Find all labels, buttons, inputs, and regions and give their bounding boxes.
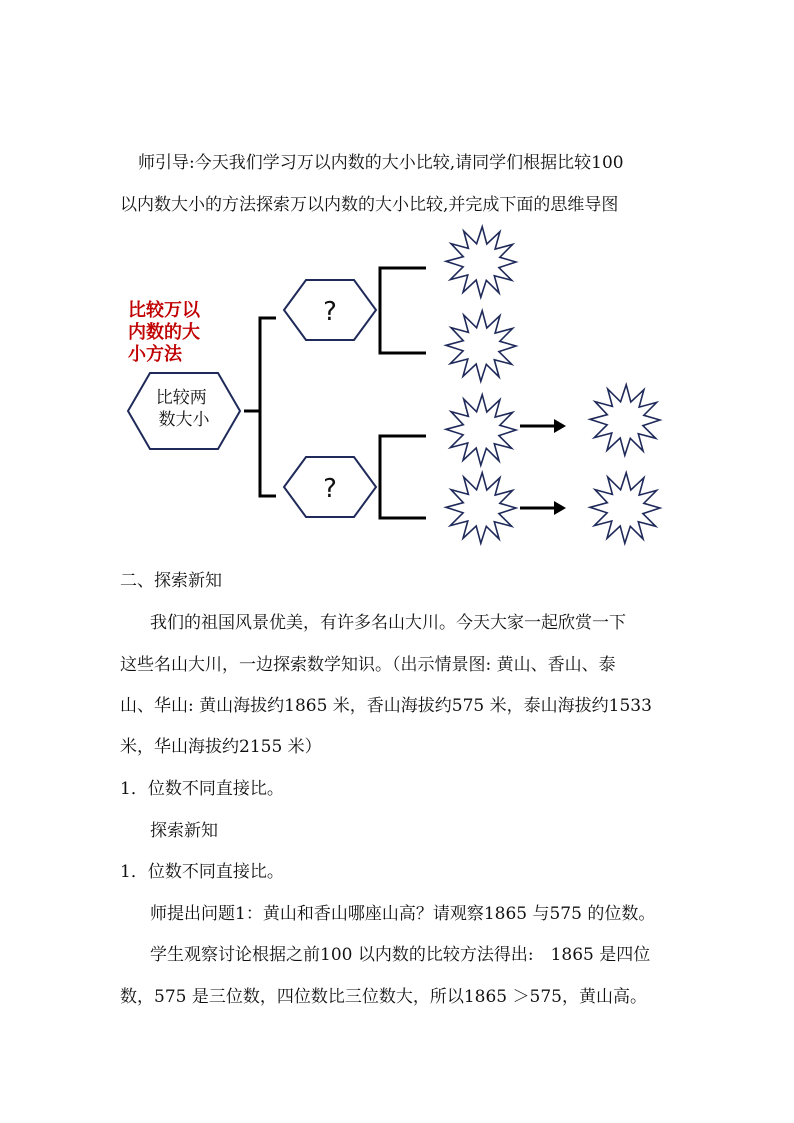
answer-line: 数，575 是三位数，四位数比三位数大，所以1865 ＞575，黄山高。 bbox=[120, 987, 647, 1007]
branch-hexagon-1-label: ? bbox=[323, 297, 337, 327]
starburst-blank bbox=[590, 473, 660, 544]
starburst-blank bbox=[446, 311, 516, 382]
arrow-icon bbox=[520, 501, 566, 515]
main-bracket bbox=[244, 318, 276, 496]
arrow-icon bbox=[520, 419, 566, 433]
sub-bracket-1 bbox=[380, 268, 426, 353]
sub-bracket-2 bbox=[380, 436, 426, 518]
paragraph-line: 我们的祖国风景优美，有许多名山大川。今天大家一起欣赏一下 bbox=[150, 613, 626, 633]
mind-map-title-line: 小方法 bbox=[128, 344, 182, 365]
paragraph-line: 山、华山: 黄山海拔约1865 米，香山海拔约575 米，泰山海拔约1533 bbox=[120, 696, 652, 716]
starburst-blank bbox=[590, 385, 660, 456]
sub-heading: 探索新知 bbox=[150, 821, 218, 841]
paragraph-line: 这些名山大川，一边探索数学知识。（出示情景图: 黄山、香山、泰 bbox=[120, 655, 616, 675]
list-item: 1．位数不同直接比。 bbox=[120, 779, 284, 799]
starburst-blank bbox=[446, 227, 516, 298]
root-hexagon-line: 数大小 bbox=[158, 410, 210, 430]
section-heading: 二、探索新知 bbox=[120, 571, 222, 591]
root-hexagon-line: 比较两 bbox=[155, 388, 207, 408]
starburst-blank bbox=[446, 395, 516, 466]
answer-line: 学生观察讨论根据之前100 以内数的比较方法得出: 1865 是四位 bbox=[150, 945, 651, 965]
list-item: 1．位数不同直接比。 bbox=[120, 862, 284, 882]
question-text: 师提出问题1：黄山和香山哪座山高？请观察1865 与575 的位数。 bbox=[150, 904, 656, 924]
mind-map-diagram bbox=[0, 220, 794, 560]
mind-map-title bbox=[128, 299, 206, 365]
mind-map-title-line: 内数的大 bbox=[128, 322, 200, 343]
branch-hexagon-2-label: ? bbox=[323, 474, 337, 504]
starburst-blank bbox=[446, 473, 516, 544]
paragraph-line: 米，华山海拔约2155 米） bbox=[120, 737, 322, 757]
intro-line-2: 以内数大小的方法探索万以内数的大小比较,并完成下面的思维导图 bbox=[120, 195, 619, 215]
mind-map-title-line: 比较万以 bbox=[128, 300, 200, 321]
intro-line-1: 师引导:今天我们学习万以内数的大小比较,请同学们根据比较100 bbox=[138, 153, 624, 173]
